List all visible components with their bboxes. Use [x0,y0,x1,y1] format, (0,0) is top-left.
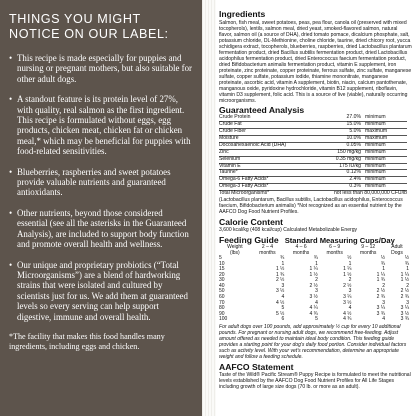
feeding-row: 50 3 ½ 3 3 2 ½ 2 ½ [219,288,409,295]
note-paragraph: • Our unique and proprietary probiotics (“Total Microorganisms”) are a blend of hardworking strains that were isolated and cultured by scientists just for us. We add them at guaranteed levels so every serving can help support digestive, immune and overall health. [9,259,188,322]
feeding-guide-table [219,245,409,323]
ga-row: Selenium 0.35 mg/kg minimum [219,156,407,163]
ga-row: Vitamin E 175 IU/kg minimum [219,163,407,170]
bullet-icon: • [9,259,13,270]
ga-row: Omega-3 Fatty Acids* 0.3% minimum [219,184,407,191]
bullet-icon: • [9,94,13,105]
note-paragraph: • Other nutrients, beyond those considered essential (see all the asterisks in the Guaranteed Analysis), are included to support body function and promote overall health and wellness. [9,207,189,250]
ingredients-title: Ingredients [219,9,266,19]
left-heading-line-1: THINGS YOU MIGHT [9,12,141,26]
bullet-icon: • [9,166,13,177]
ga-row: Crude Fiber 5.0% maximum [219,128,407,135]
ga-row: Moisture 10.0% maximum [219,135,407,142]
feeding-guide-subtitle: Standard Measuring Cups/Day [284,236,395,246]
note-paragraph: • Blueberries, raspberries and sweet potatoes provide valuable nutrients and guaranteed antioxidants. [9,166,171,198]
feeding-row: 80 5 4 ¼ 4 3 ¼ 3 ¼ [219,305,409,312]
ga-row: Crude Fat 15.0% minimum [219,122,407,129]
feeding-guide-title: Feeding Guide [219,235,279,246]
calorie-content-title: Calorie Content [219,217,283,228]
feeding-row: 30 2 ½ 2 2 1 ¾ 1 ½ [219,277,409,284]
feeding-header-row: (lbs) months months months months Dogs [229,249,403,256]
note-paragraph: • A standout feature is its protein level of 27%, with quality, real salmon as the first ingredient. This recipe is formulated without eggs, egg products, chicken meat, chicken fat or chicken meal,* which may be beneficial for puppies with food-related sensitivities. [9,94,191,157]
ga-row: Omega-6 Fatty Acids* 2.4% minimum [219,177,407,184]
guaranteed-analysis-table [219,115,407,197]
bullet-icon: • [9,53,13,63]
feeding-row: 60 4 3 ½ 3 ¼ 2 ¾ 2 ¾ [219,293,409,300]
feeding-row: 20 1 ¾ 1 ½ 1 ½ 1 ¼ 1 ¼ [219,271,409,278]
feeding-row: 70 4 ½ 4 3 ½ 3 3 [219,299,409,306]
feeding-row: 40 3 2 ½ 2 ½ 2 2 [219,282,409,289]
feeding-row: 10 1 1 1 ¾ ¾ [219,260,409,267]
feeding-header-row: Weight 2 – 4 4 – 6 6 – 9 9 – 12 Adult [227,244,403,251]
ingredients-list: Salmon, fish meal, sweet potatoes, peas, pea flour, canola oil (preserved with mixed tocopherols), lentils, salmon meal, dried yeast, smoked-flavored salmon, natural flavor, salmon oil (a source of DHA), dried tomato pomace, dicalcium phosphate, salt, potassium chloride, DL-Methionine, choline chloride, taurine, dried chicory root, yucca schidigera extract, tocopherols, blueberries, raspberries, dried Lactobacillus plantarum fermentation product, dried Bacillus subtilis fermentation product, dried Lactobacillus acidophilus fermentation product, dried Enterococcus faecium fermentation product, dried Bifidobacterium animalis fermentation product, vitamin E supplement, iron proteinate, zinc proteinate, copper proteinate, ferrous sulfate, zinc sulfate, manganese sulfate, copper sulfate, potassium iodide, thiamine mononitrate, manganese proteinate, ascorbic acid, vitamin A supplement, biotin, niacin, calcium pantothenate, manganous oxide, pyridoxine hydrochloride, vitamin B12 supplement, riboflavin, vitamin D3 supplement, folic acid. This is a source of live (viable), naturally occurring microorganisms. [219,19,412,105]
ga-row: Taurine* 0.12% minimum [219,170,407,177]
left-heading [9,12,195,42]
feeding-guide-note: For adult dogs over 100 pounds, add approximately ½ cup for every 10 additional pounds. For pregnant or nursing adult dogs, we recommend free-feeding. Adjust amount offered as needed to maintain ideal body condition. This feeding guide provides a starting point for your dog's daily food portion. Consider individual factors such as activity level. With your vet's recommendation, determine an appropriate weight and follow a feeding schedule. [219,323,407,360]
label-notes-panel [0,0,202,416]
feeding-row: 100 6 5 4 ¾ 4 3 ¾ [219,316,409,323]
aafco-text: Taste of the Wild® Pacific Stream® Puppy Recipe is formulated to meet the nutritional levels established by the AAFCO Dog Food Nutrient Profiles for All Life Stages including growth of large size dogs (70 lb. or more as an adult). [219,371,411,390]
aafco-title: AAFCO Statement [219,361,294,372]
feeding-guide-header [219,235,412,245]
left-heading-line-2: NOTICE ON OUR LABEL: [9,27,169,41]
ga-row: Total Microorganisms* not less than 80,000,000 CFU/lb [219,190,407,197]
ga-row: Crude Protein 27.0% minimum [219,114,386,121]
guaranteed-analysis-notes: (Lactobacillus plantarum, Bacillus subtilis, Lactobacillus acidophilus, Enterococcus faecium, Bifidobacterium animalis) *Not recognized as an essential nutrient by the AAFCO Dog Food Nutrient Profiles. [219,197,403,216]
ga-row: Zinc 150 mg/kg minimum [219,149,407,156]
ga-row: Docosahexaenoic Acid (DHA) 0.05% minimum [219,142,407,149]
feeding-row: 5 ¾ ¾ ½ ½ ½ [219,255,409,262]
feeding-row: 15 1 ½ 1 ¼ 1 ¼ 1 1 [219,266,409,273]
calorie-content-text: 3,600 kcal/kg (408 kcal/cup) Calculated Metabolizable Energy [219,227,358,234]
nutrition-label-panel [202,0,416,416]
footnote: *The facility that makes this food handles many ingredients, including eggs and chicken. [9,331,165,351]
bullet-icon: • [9,207,13,218]
feeding-row: 90 5 ½ 4 ¾ 4 ½ 3 ¾ 3 ½ [219,310,409,317]
note-paragraph: • This recipe is made especially for puppies and nursing or pregnant mothers, but also suitable for other adult dogs. [9,53,192,84]
guaranteed-analysis-title: Guaranteed Analysis [219,105,305,116]
